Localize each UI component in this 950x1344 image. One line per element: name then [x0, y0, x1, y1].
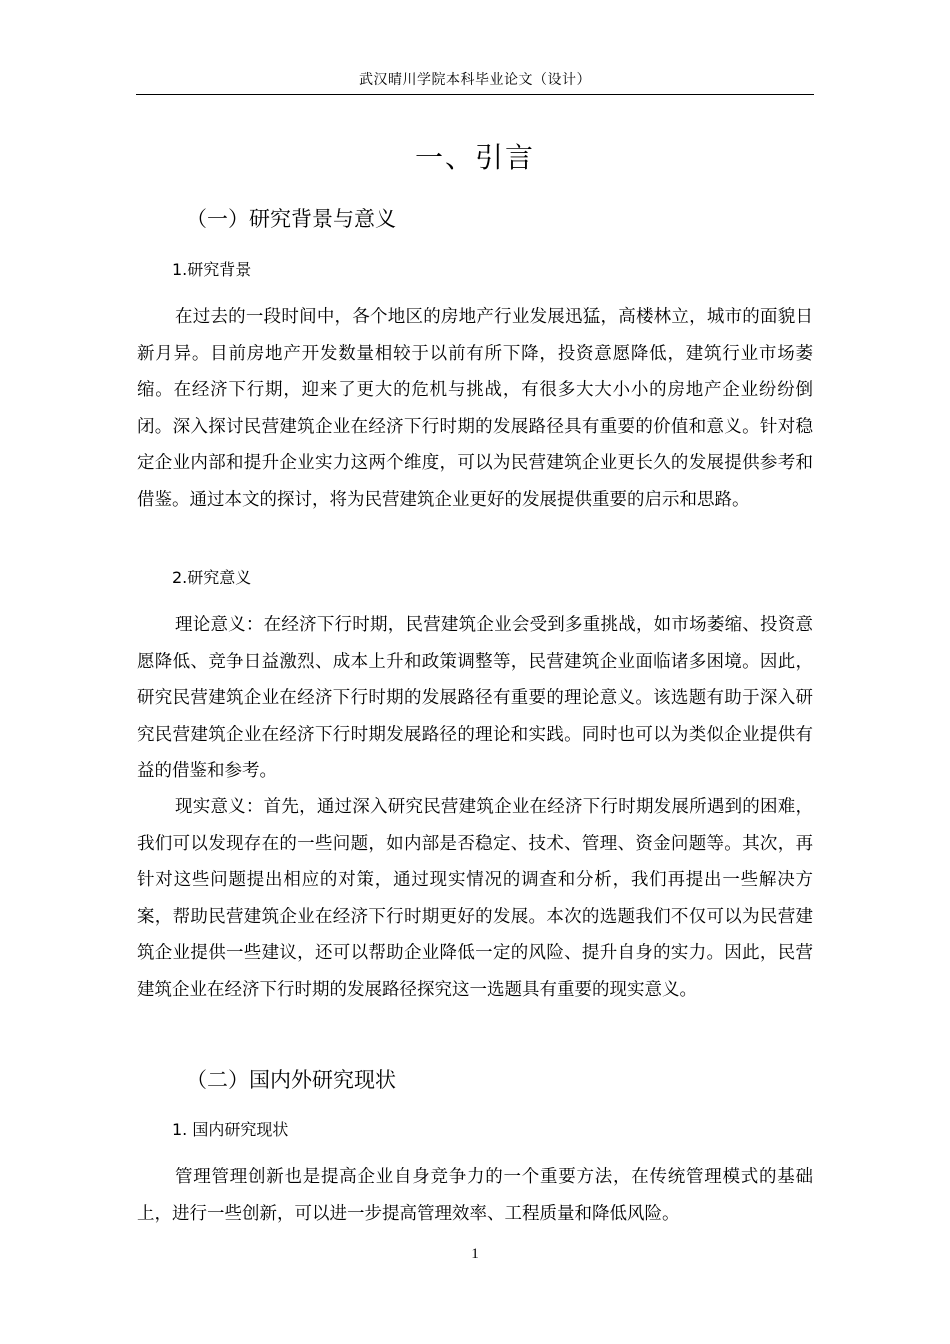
section-title-research-status: （二）国内外研究现状 [186, 1068, 396, 1092]
section-title-background-significance: （一）研究背景与意义 [186, 207, 396, 231]
paragraph-domestic-status: 管理管理创新也是提高企业自身竞争力的一个重要方法，在传统管理模式的基础上，进行一些创新，可以进一步提高管理效率、工程质量和降低风险。 [137, 1167, 813, 1224]
paragraph-practical-significance: 现实意义：首先，通过深入研究民营建筑企业在经济下行时期发展所遇到的困难，我们可以发现存在的一些问题，如内部是否稳定、技术、管理、资金问题等。其次，再针对这些问题提出相应的对策，通过现实情况的调查和分析，我们再提出一些解决方案，帮助民营建筑企业在经济下行时期更好的发展。本次的选题我们不仅可以为民营建筑企业提供一些建议，还可以帮助企业降低一定的风险、提升自身的实力。因此，民营建筑企业在经济下行时期的发展路径探究这一选题具有重要的现实意义。 [137, 797, 813, 1000]
paragraph-theoretical-significance: 理论意义：在经济下行时期，民营建筑企业会受到多重挑战，如市场萎缩、投资意愿降低、竞争日益激烈、成本上升和政策调整等，民营建筑企业面临诸多困境。因此，研究民营建筑企业在经济下行时期的发展路径有重要的理论意义。该选题有助于深入研究民营建筑企业在经济下行时期发展路径的理论和实践。同时也可以为类似企业提供有益的借鉴和参考。 [137, 615, 813, 781]
paragraph-research-background: 在过去的一段时间中，各个地区的房地产行业发展迅猛，高楼林立，城市的面貌日新月异。目前房地产开发数量相较于以前有所下降，投资意愿降低，建筑行业市场萎缩。在经济下行期，迎来了更大的危机与挑战，有很多大大小小的房地产企业纷纷倒闭。深入探讨民营建筑企业在经济下行时期的发展路径具有重要的价值和意义。针对稳定企业内部和提升企业实力这两个维度，可以为民营建筑企业更长久的发展提供参考和借鉴。通过本文的探讨，将为民营建筑企业更好的发展提供重要的启示和思路。 [137, 307, 813, 510]
subsection-title-significance: 2.研究意义 [172, 568, 252, 587]
page-number: 1 [471, 1246, 479, 1262]
subsection-title-domestic-status: 1. 国内研究现状 [172, 1120, 289, 1139]
subsection-title-background: 1.研究背景 [172, 260, 252, 279]
chapter-title: 一、引言 [414, 141, 535, 174]
page-header: 武汉晴川学院本科毕业论文（设计） [136, 70, 814, 95]
